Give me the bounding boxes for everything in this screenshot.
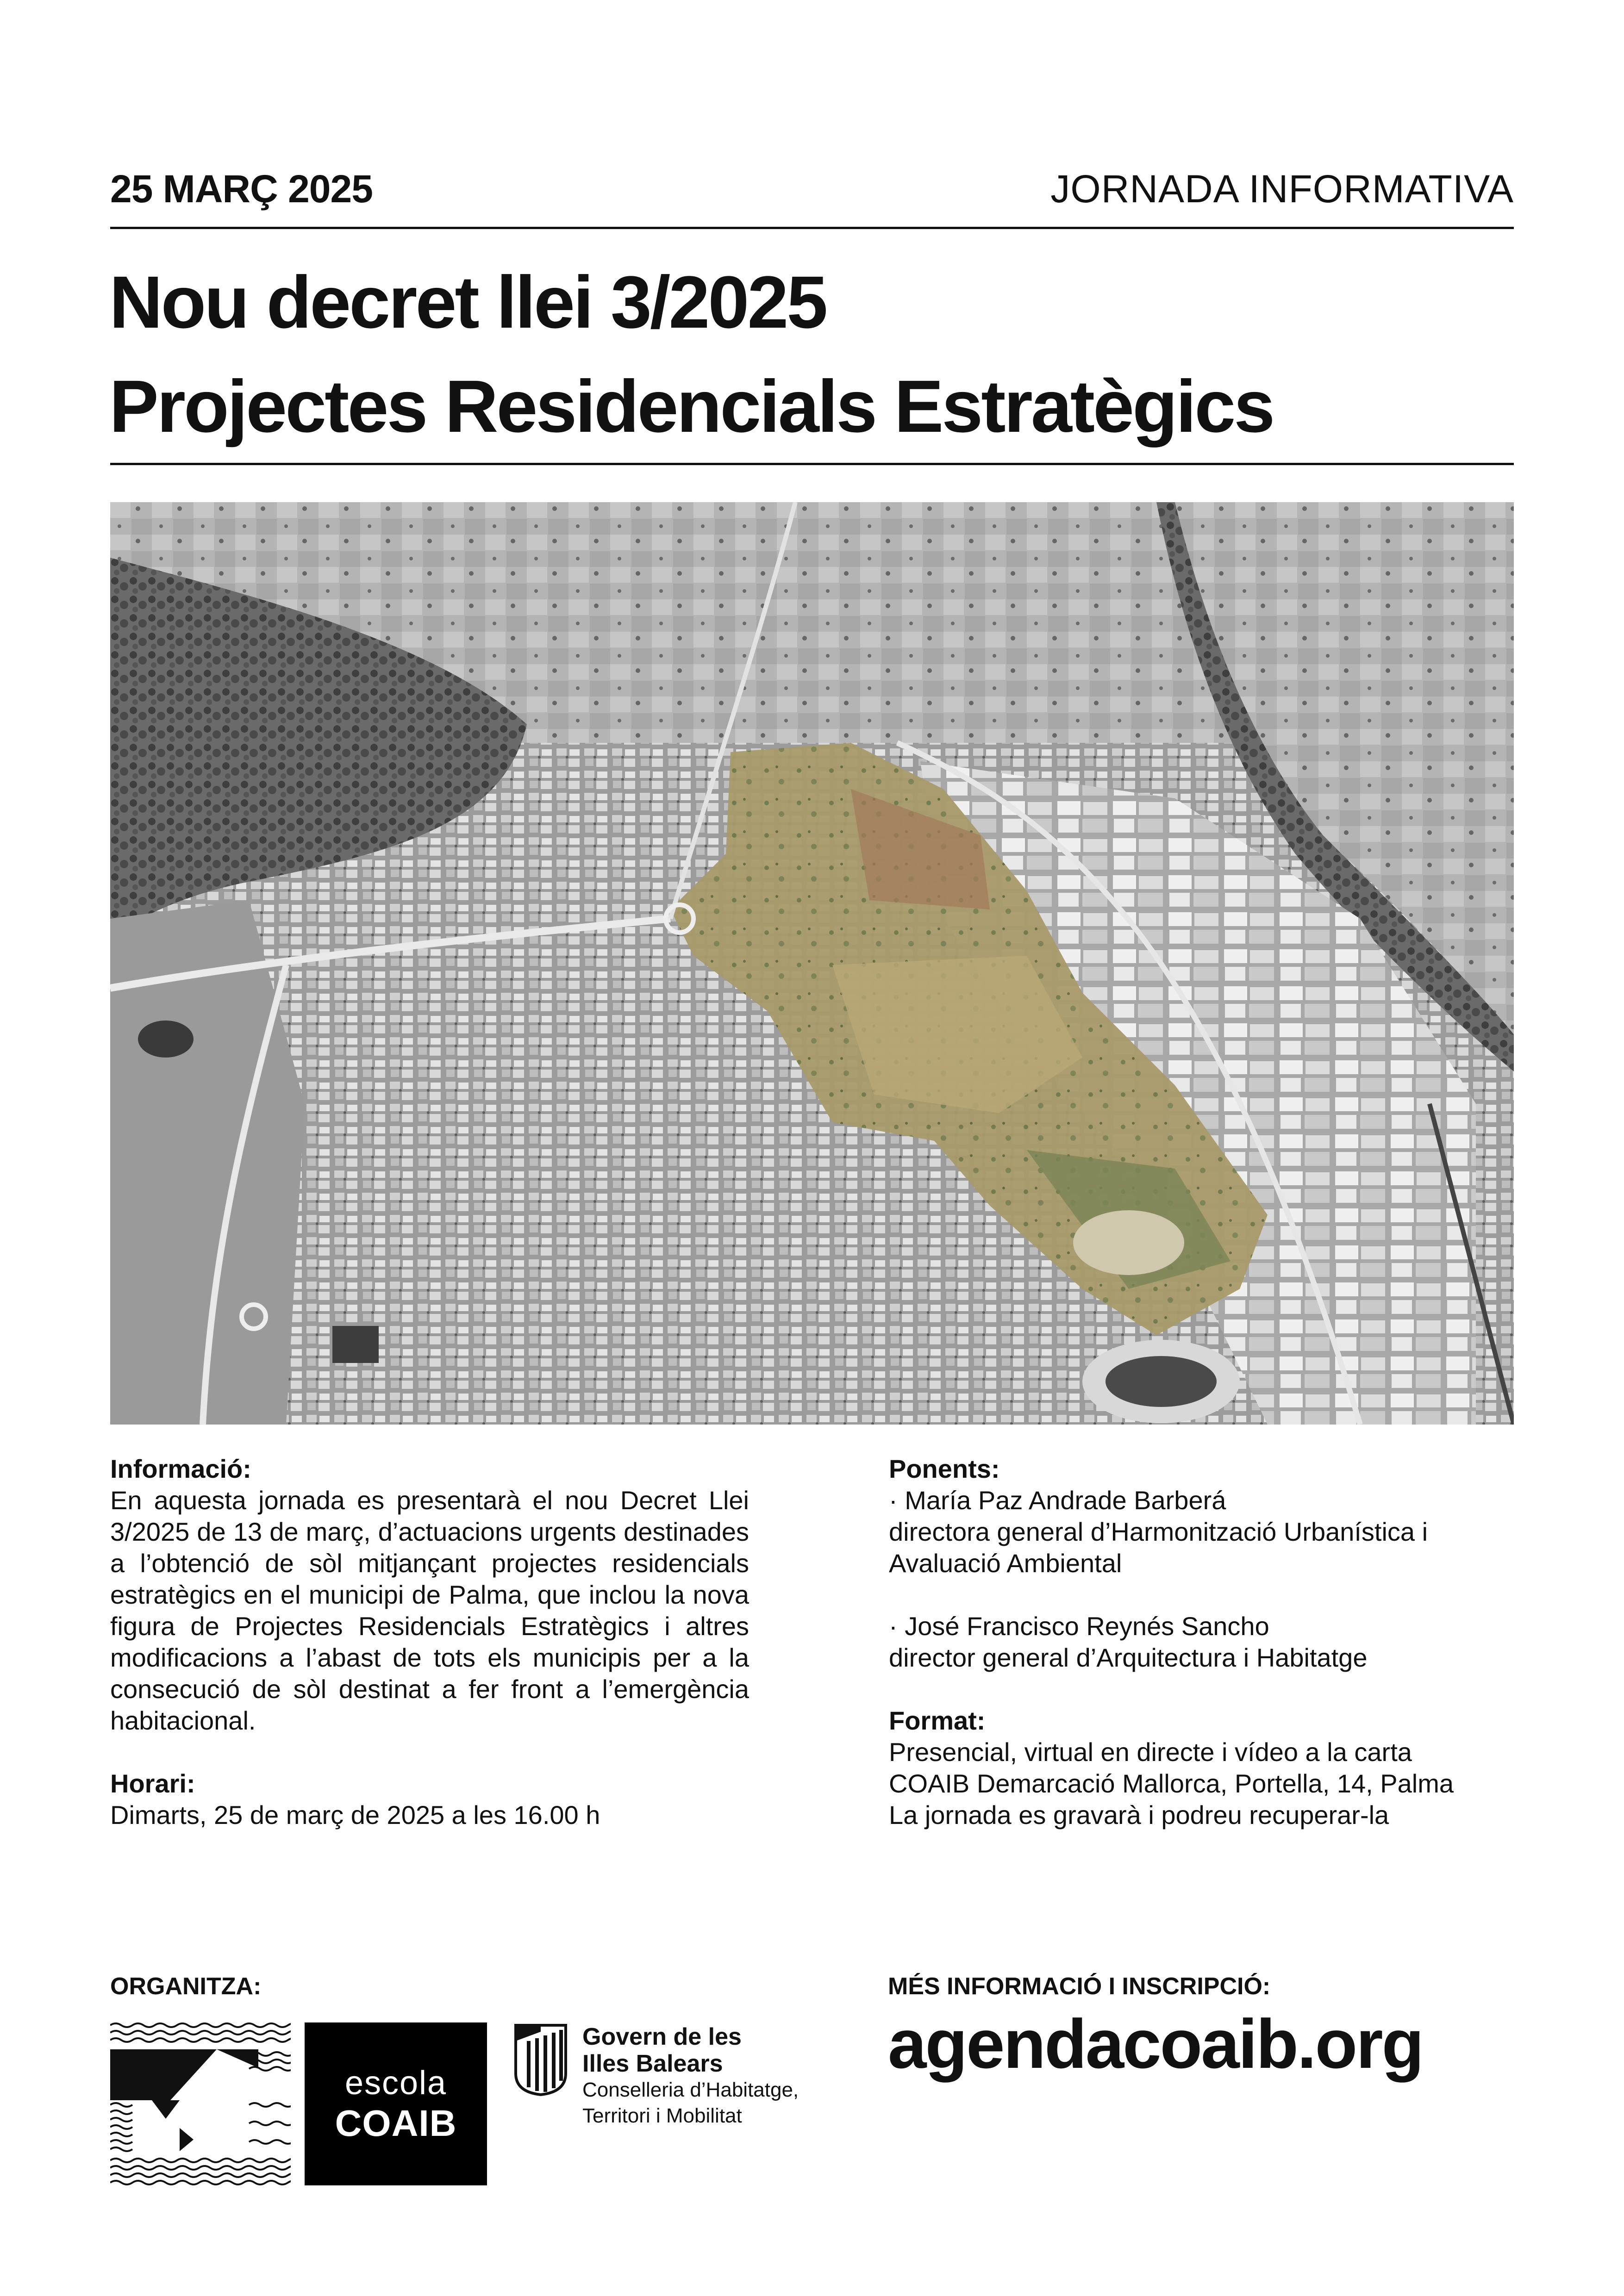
govern-line3: Conselleria d’Habitatge, [582, 2078, 799, 2101]
format-label: Format: [889, 1706, 986, 1735]
govern-shield-icon [513, 2022, 568, 2097]
speakers-column [889, 1453, 1528, 1831]
govern-line4: Territori i Mobilitat [582, 2104, 742, 2127]
coaib-wave-logo [110, 2022, 291, 2188]
speaker-2-name: · José Francisco Reynés Sancho [889, 1612, 1269, 1641]
title-line-2: Projectes Residencials Estratègics [109, 365, 1274, 448]
format-line-2: COAIB Demarcació Mallorca, Portella, 14, Palma [889, 1769, 1454, 1798]
title-divider [110, 463, 1514, 465]
escola-logo-line1: escola [344, 2065, 447, 2102]
organitza-label: ORGANITZA: [110, 1973, 262, 2000]
informacio-text: En aquesta jornada es presentarà el nou Decret Llei 3/2025 de 13 de març, d’actuacions urgents destinades a l’obtenció de sòl mitjançant projectes residencials estratègics en el municipi de Palma, que inclou la nova figura de Projectes Residencials Estratègics i altres modificacions a l’abast de tots els municipis per a la consecució de sòl destinat a fer front a l’emergència habitacional. [110, 1486, 749, 1735]
info-label: MÉS INFORMACIÓ I INSCRIPCIÓ: [888, 1973, 1271, 2000]
speaker-1-name: · María Paz Andrade Barberá [889, 1486, 1226, 1515]
format-line-1: Presencial, virtual en directe i vídeo a la carta [889, 1737, 1412, 1767]
horari-label: Horari: [110, 1769, 195, 1798]
speaker-2-role: director general d’Arquitectura i Habitatge [889, 1643, 1368, 1672]
govern-line2: Illes Balears [582, 2050, 723, 2077]
event-type: JORNADA INFORMATIVA [1050, 167, 1514, 211]
title-line-1: Nou decret llei 3/2025 [109, 261, 826, 343]
header-divider [110, 227, 1514, 229]
govern-illes-balears-logo [582, 2023, 799, 2129]
informacio-label: Informació: [110, 1454, 251, 1483]
website-link[interactable]: agendacoaib.org [888, 2005, 1423, 2083]
escola-coaib-logo [305, 2022, 487, 2185]
speaker-1-role: directora general d’Harmonització Urbanística i Avaluació Ambiental [889, 1517, 1428, 1578]
info-column [110, 1453, 749, 1831]
page-title [109, 250, 1273, 458]
escola-logo-line2: COAIB [335, 2103, 457, 2144]
aerial-map-image [110, 502, 1514, 1425]
horari-text: Dimarts, 25 de març de 2025 a les 16.00 h [110, 1800, 600, 1829]
event-date: 25 MARÇ 2025 [110, 167, 373, 211]
format-line-3: La jornada es gravarà i podreu recuperar-la [889, 1800, 1389, 1829]
govern-line1: Govern de les [582, 2023, 742, 2050]
ponents-label: Ponents: [889, 1454, 1000, 1483]
